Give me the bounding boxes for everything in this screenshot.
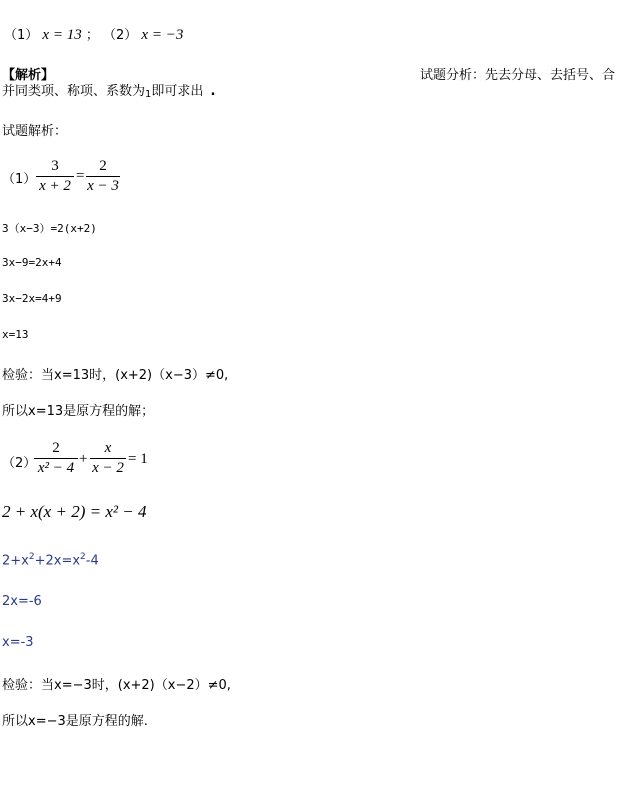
part1-conclusion: 所以x=13是原方程的解； <box>2 404 155 419</box>
part2-conclusion: 所以x=−3是原方程的解. <box>2 714 148 729</box>
part2-step1 <box>2 552 99 568</box>
part2-first-denominator: x² − 4 <box>37 460 75 476</box>
part1-check: 检验：当x=13时，(x+2)（x−3）≠0, <box>2 368 229 383</box>
part1-step4: x=13 <box>2 328 29 341</box>
part2-first-numerator: 2 <box>52 440 60 456</box>
part2-second-denominator: x − 2 <box>92 460 124 476</box>
part2-step1-exp2: 2 <box>80 552 86 562</box>
part1-step1: 3（x−3）=2(x+2) <box>2 222 97 235</box>
part1-rhs-denominator: x − 3 <box>87 178 119 194</box>
answer-separator: ； <box>85 28 99 43</box>
part2-step1-b: +2x=x <box>34 553 81 569</box>
part2-step1-a: 2+x <box>2 553 29 569</box>
analysis-summary: 试题分析：先去分母、去括号、合 <box>420 68 616 83</box>
part1-label: （1） <box>2 172 37 187</box>
part1-equals: = <box>76 168 85 184</box>
part2-label: （2） <box>2 456 37 471</box>
part1-lhs-denominator: x + 2 <box>39 178 71 194</box>
part1-rhs-fraction <box>86 158 120 195</box>
analysis-line2-end: 即可求出 <box>151 84 204 99</box>
part1-rhs-numerator: 2 <box>99 158 107 174</box>
part2-step1-exp1: 2 <box>28 552 35 562</box>
part1-step2: 3x−9=2x+4 <box>2 256 62 269</box>
part2-step3: x=-3 <box>2 635 34 650</box>
part2-cleared-equation: 2 + x(x + 2) = x² − 4 <box>2 502 147 521</box>
part2-step2: 2x=-6 <box>2 594 42 609</box>
analysis-one: 1 <box>145 89 152 100</box>
part2-second-numerator: x <box>104 440 112 456</box>
analysis-heading: 【解析】 <box>2 68 55 83</box>
answer-part2-value: x = −3 <box>141 27 184 43</box>
part1-lhs-numerator: 3 <box>51 158 59 174</box>
part1-lhs-fraction <box>36 158 74 195</box>
answer-line <box>4 24 183 44</box>
analysis-dot: . <box>210 84 216 99</box>
part2-second-fraction <box>90 440 126 477</box>
part2-first-fraction <box>34 440 78 477</box>
answer-part1-value: x = 13 <box>42 27 82 43</box>
part2-check: 检验：当x=−3时，(x+2)（x−2）≠0, <box>2 678 231 693</box>
analysis-summary-continued <box>2 80 216 99</box>
part1-step3: 3x−2x=4+9 <box>2 292 62 305</box>
analysis-line2-text: 并同类项、称项、系数为 <box>2 84 146 99</box>
part2-plus: + <box>79 451 88 467</box>
part2-rhs: = 1 <box>128 451 148 467</box>
answer-part1-label: （1） <box>4 28 39 43</box>
answer-part2-label: （2） <box>103 28 138 43</box>
solution-heading: 试题解析： <box>2 124 68 139</box>
part2-step1-c: -4 <box>85 553 99 569</box>
